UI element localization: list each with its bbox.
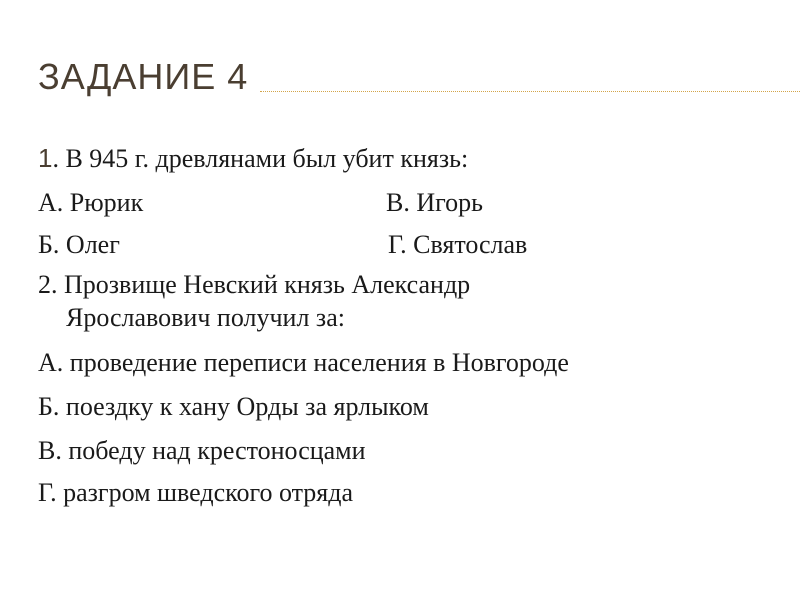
question-1-number: 1 — [38, 143, 53, 173]
answer-option: Г. разгром шведского отряда — [38, 478, 354, 507]
question-2-line-2: Ярославович получил за: — [66, 303, 345, 332]
question-1-options-row-1 — [38, 188, 798, 220]
question-1 — [38, 143, 468, 174]
question-1-text: . В 945 г. древлянами был убит князь: — [52, 144, 469, 173]
answer-option: В. победу над крестоносцами — [38, 436, 366, 465]
answer-option: А. Рюрик — [38, 188, 144, 217]
answer-option: В. Игорь — [386, 188, 483, 217]
answer-option: Б. поездку к хану Орды за ярлыком — [38, 392, 429, 421]
answer-option: Б. Олег — [38, 230, 120, 259]
question-2-line-1: 2. Прозвище Невский князь Александр — [38, 270, 471, 299]
title-divider — [260, 91, 800, 92]
question-1-options-row-2 — [38, 230, 798, 262]
slide-title: ЗАДАНИЕ 4 — [38, 56, 249, 97]
answer-option: Г. Святослав — [388, 230, 528, 259]
answer-option: А. проведение переписи населения в Новгороде — [38, 348, 569, 377]
